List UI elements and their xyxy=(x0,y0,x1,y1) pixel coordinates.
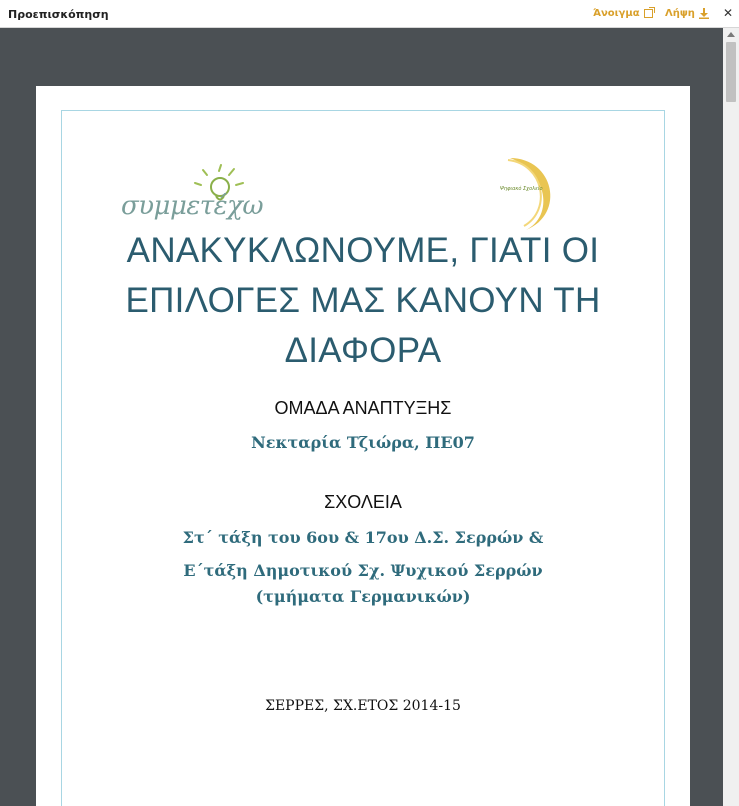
logo-right-text: Ψηφιακό Σχολείο xyxy=(500,186,543,192)
digital-school-logo xyxy=(496,154,566,234)
open-button[interactable] xyxy=(593,8,653,19)
close-icon[interactable]: ✕ xyxy=(723,6,734,20)
team-heading: ΟΜΑΔΑ ΑΝΑΠΤΥΞΗΣ xyxy=(274,398,452,418)
vertical-scrollbar[interactable] xyxy=(723,28,739,806)
download-button[interactable] xyxy=(665,8,709,19)
external-link-icon xyxy=(644,9,653,18)
download-label: Λήψη xyxy=(665,8,695,19)
document-viewer[interactable] xyxy=(0,28,723,806)
preview-header xyxy=(0,0,739,28)
document-footer: ΣΕΡΡΕΣ, ΣΧ.ΕΤΟΣ 2014-15 xyxy=(265,698,461,714)
download-icon xyxy=(699,8,709,19)
logo-left-text: συμμετέχω xyxy=(121,191,264,221)
document-page xyxy=(36,86,690,806)
school-line-2: Ε΄τάξη Δημοτικού Σχ. Ψυχικού Σερρών (τμήματα Γερμανικών) xyxy=(183,561,543,606)
preview-title: Προεπισκόπηση xyxy=(8,8,109,21)
open-label: Άνοιγμα xyxy=(593,8,640,19)
symmeteho-logo xyxy=(121,163,264,235)
school-line-1: Στ΄ τάξη του 6ου & 17ου Δ.Σ. Σερρών & xyxy=(182,528,544,547)
schools-heading: ΣΧΟΛΕΙΑ xyxy=(324,492,402,512)
team-member: Νεκταρία Τζιώρα, ΠΕ07 xyxy=(251,433,475,452)
scroll-up-icon[interactable] xyxy=(727,32,735,37)
scroll-thumb[interactable] xyxy=(726,42,736,102)
document-title: ΑΝΑΚΥΚΛΩΝΟΥΜΕ, ΓΙΑΤΙ ΟΙ ΕΠΙΛΟΓΕΣ ΜΑΣ ΚΑΝΟΥΝ ΤΗ ΔΙΑΦΟΡΑ xyxy=(125,231,601,370)
